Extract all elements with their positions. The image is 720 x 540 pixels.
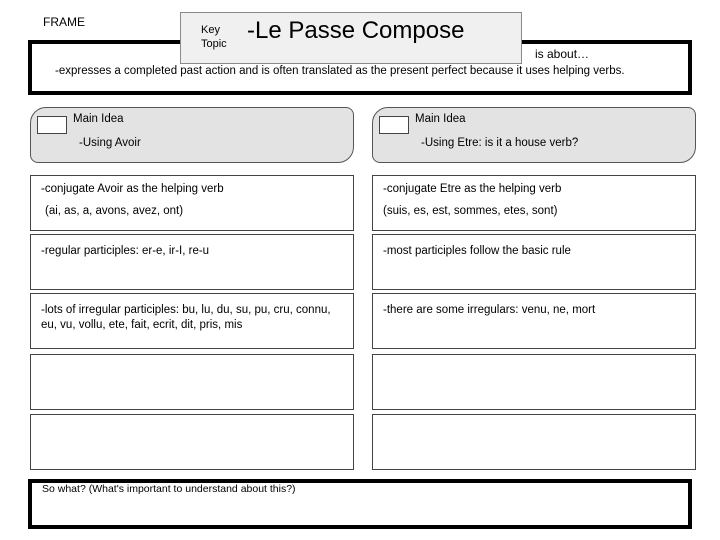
key-topic-label (201, 23, 227, 51)
detail-text: -conjugate Etre as the helping verb (383, 183, 562, 195)
so-what-label: So what? (What's important to understand about this?) (42, 483, 296, 495)
detail-text: -lots of irregular participles: bu, lu, du, su, pu, cru, connu, eu, vu, vollu, ete, fait, ecrit, dit, pris, mis (41, 304, 331, 331)
main-idea-left (30, 107, 354, 163)
detail-box (30, 175, 354, 231)
main-idea-checkbox (379, 116, 409, 134)
so-what-box (28, 479, 692, 529)
detail-box (30, 414, 354, 470)
detail-text: -most participles follow the basic rule (383, 245, 571, 257)
detail-box (372, 414, 696, 470)
detail-text: (suis, es, est, sommes, etes, sont) (383, 205, 558, 217)
detail-text: -there are some irregulars: venu, ne, mort (383, 304, 596, 316)
detail-text: -conjugate Avoir as the helping verb (41, 183, 224, 195)
is-about-label: is about… (535, 47, 590, 61)
detail-box (372, 234, 696, 290)
main-idea-label: Main Idea (73, 113, 124, 125)
is-about-text: -expresses a completed past action and is often translated as the present perfect because it uses helping verbs. (55, 65, 625, 77)
main-idea-text: -Using Etre: is it a house verb? (421, 137, 579, 149)
key-label-line1: Key (201, 24, 220, 36)
detail-box (372, 293, 696, 349)
detail-box (30, 354, 354, 410)
key-topic-box (180, 12, 522, 64)
detail-box (372, 354, 696, 410)
main-idea-text: -Using Avoir (79, 137, 141, 149)
frame-label: FRAME (43, 15, 85, 29)
main-idea-checkbox (37, 116, 67, 134)
topic-title: -Le Passe Compose (247, 17, 465, 44)
key-label-line2: Topic (201, 38, 227, 50)
main-idea-right (372, 107, 696, 163)
detail-box (30, 234, 354, 290)
detail-text: -regular participles: er-e, ir-I, re-u (41, 245, 210, 257)
detail-box (30, 293, 354, 349)
main-idea-label: Main Idea (415, 113, 466, 125)
detail-box (372, 175, 696, 231)
detail-text: (ai, as, a, avons, avez, ont) (45, 205, 184, 217)
